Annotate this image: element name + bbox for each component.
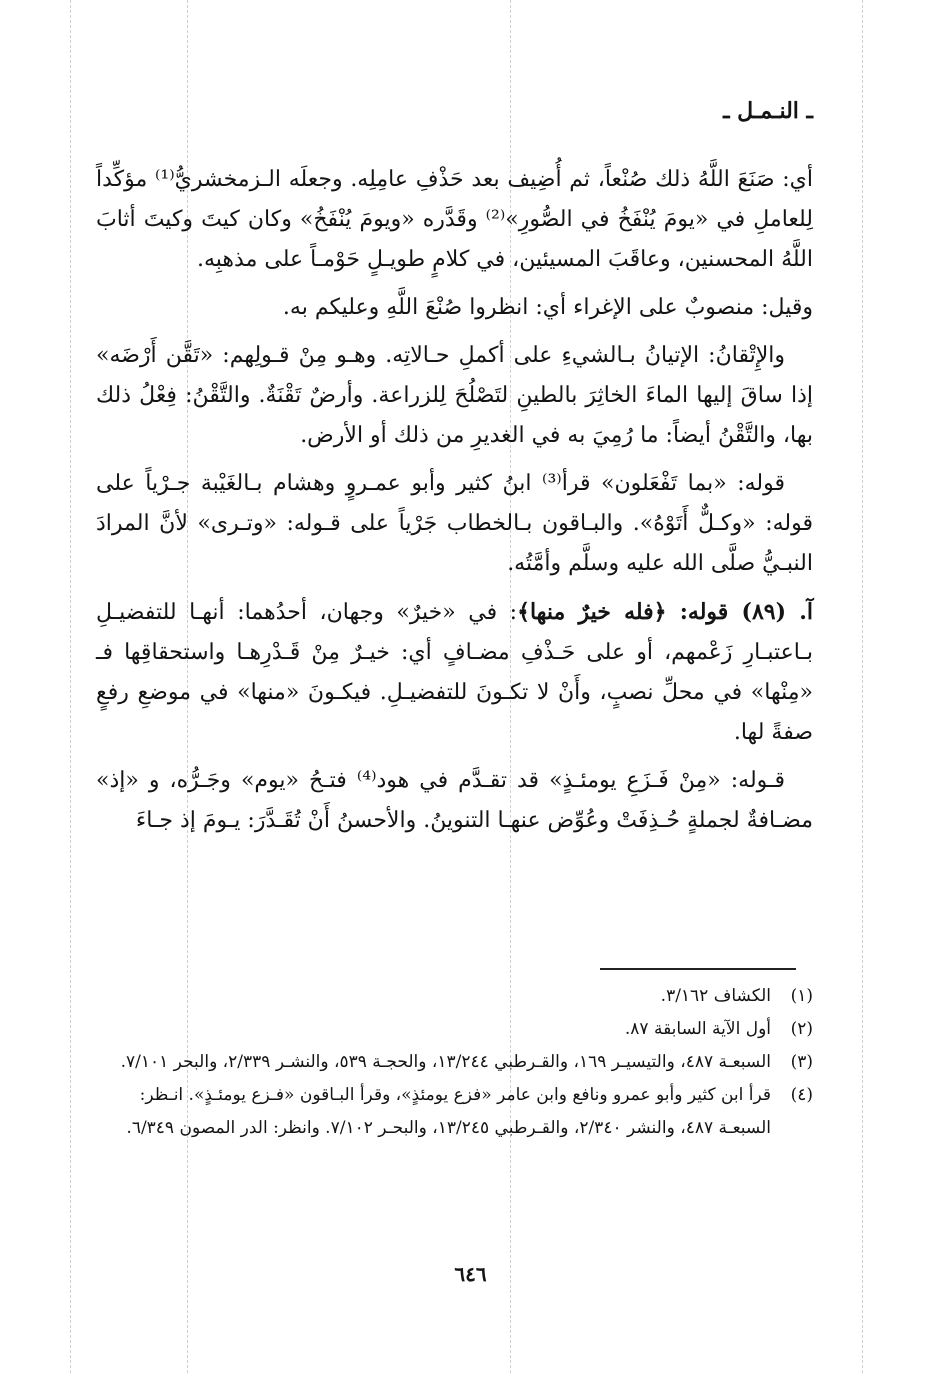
paragraph xyxy=(96,288,813,328)
footnote xyxy=(96,1013,813,1046)
footnotes xyxy=(96,980,813,1145)
scan-guide-line xyxy=(862,0,863,1373)
page-number: ٦٤٦ xyxy=(454,1262,487,1286)
running-header: ـ النـمـل ـ xyxy=(723,98,813,124)
paragraph xyxy=(96,160,813,280)
paragraph-text: قوله: «بما تَفْعَلون» قرأ⁽³⁾ ابنُ كثير وأبو عمـروٍ وهشام بـالغَيْبة جـرْياً على قوله: «وكـلٌّ أَتَوْهُ». والبـاقون بـالخطاب جَرْياً على قـوله: «وتـرى» لأنَّ المرادَ النبـيُّ صلَّى الله عليه وسلَّم وأمَّتُه. xyxy=(96,471,813,576)
footnote-number: (٤) xyxy=(790,1085,813,1105)
footnote-number: (١) xyxy=(790,986,813,1006)
footnote-text: السبعـة ٤٨٧، والتيسيـر ١٦٩، والقـرطبي ١٣/٢٤٤، والحجـة ٥٣٩، والنشـر ٢/٣٣٩، والبحر ٧/١٠١. xyxy=(120,1052,771,1072)
paragraph-text: أي: صَنَعَ اللَّهُ ذلك صُنْعاً، ثم أُضِيف بعد حَذْفِ عامِلِه. وجعلَه الـزمخشريُّ⁽¹⁾ مؤكِّداً لِلعاملِ في «يومَ يُنْفَخُ في الصُّورِ»⁽²⁾ وقَدَّره «ويومَ يُنْفَخُ» وكان كيتَ وكيتَ أثابَ اللَّهُ المحسنين، وعاقَبَ المسيئين، في كلامٍ طويـلٍ حَوْمـاً على مذهبِه. xyxy=(96,167,813,272)
footnote xyxy=(96,980,813,1013)
main-text xyxy=(96,160,813,849)
footnote xyxy=(96,1046,813,1079)
paragraph xyxy=(96,336,813,456)
footnote xyxy=(96,1079,813,1145)
paragraph xyxy=(96,464,813,584)
paragraph-text: والإِتْقانُ: الإتيانُ بـالشيءِ على أكملِ حـالاتِه. وهـو مِنْ قـولِهم: «تَقَّن أَرْضَه» إذا ساقَ إليها الماءَ الخاثِرَ بالطينِ لتَصْلُحَ لِلزراعة. وأرضٌ تَقْنَةٌ. والتَّقْنُ: فِعْلُ ذلك بها، والتَّقْنُ أيضاً: ما رُمِيَ به في الغديرِ من ذلك أو الأرض. xyxy=(96,343,813,448)
footnote-number: (٣) xyxy=(790,1052,813,1072)
footnote-separator xyxy=(600,968,796,970)
footnote-text: أول الآية السابقة ٨٧. xyxy=(624,1019,771,1039)
footnote-text: الكشاف ٣/١٦٢. xyxy=(660,986,771,1006)
paragraph-text: وقيل: منصوبٌ على الإغراء أي: انظروا صُنْعَ اللَّهِ وعليكم به. xyxy=(282,295,813,320)
paragraph-text: قـوله: «مِنْ فَـزَعِ يومئـذٍ» قد تقـدَّم في هود⁽⁴⁾ فتـحُ «يوم» وجَـرُّه، و «إذ» مضـافةٌ لجملةٍ حُـذِفَتْ وعُوِّض عنهـا التنوينُ. والأحسنُ أَنْ تُقَـدَّرَ: يـومَ إذ جـاءَ xyxy=(96,768,813,833)
scan-guide-line xyxy=(70,0,71,1373)
paragraph xyxy=(96,592,813,753)
verse-heading: آ. (٨٩) قوله: ﴿فله خيرٌ منها﴾ xyxy=(517,599,813,625)
paragraph-text: : في «خيرٌ» وجهان، أحدُهما: أنهـا للتفضيـلِ بـاعتبـارِ زَعْمهم، أو على حَـذْفِ مضـافٍ أي: خيـرٌ مِنْ قَـدْرِهـا واستحقاقِها فـ «مِنْها» في محلِّ نصبٍ، وأَنْ لا تكـونَ للتفضيـلِ. فيكـونَ «منها» في موضعِ رفعٍ صفةً لها. xyxy=(96,600,813,745)
footnote-text: قرأ ابن كثير وأبو عمرو ونافع وابن عامر «فزع يومئذٍ»، وقرأ البـاقون «فـزع يومئـذٍ». انـظر: السبعـة ٤٨٧، والنشر ٢/٣٤٠، والقـرطبي ١٣/٢٤٥، والبحـر ٧/١٠٢. وانظر: الدر المصون ٦/٣٤٩. xyxy=(126,1085,771,1138)
paragraph xyxy=(96,761,813,841)
footnote-number: (٢) xyxy=(790,1019,813,1039)
